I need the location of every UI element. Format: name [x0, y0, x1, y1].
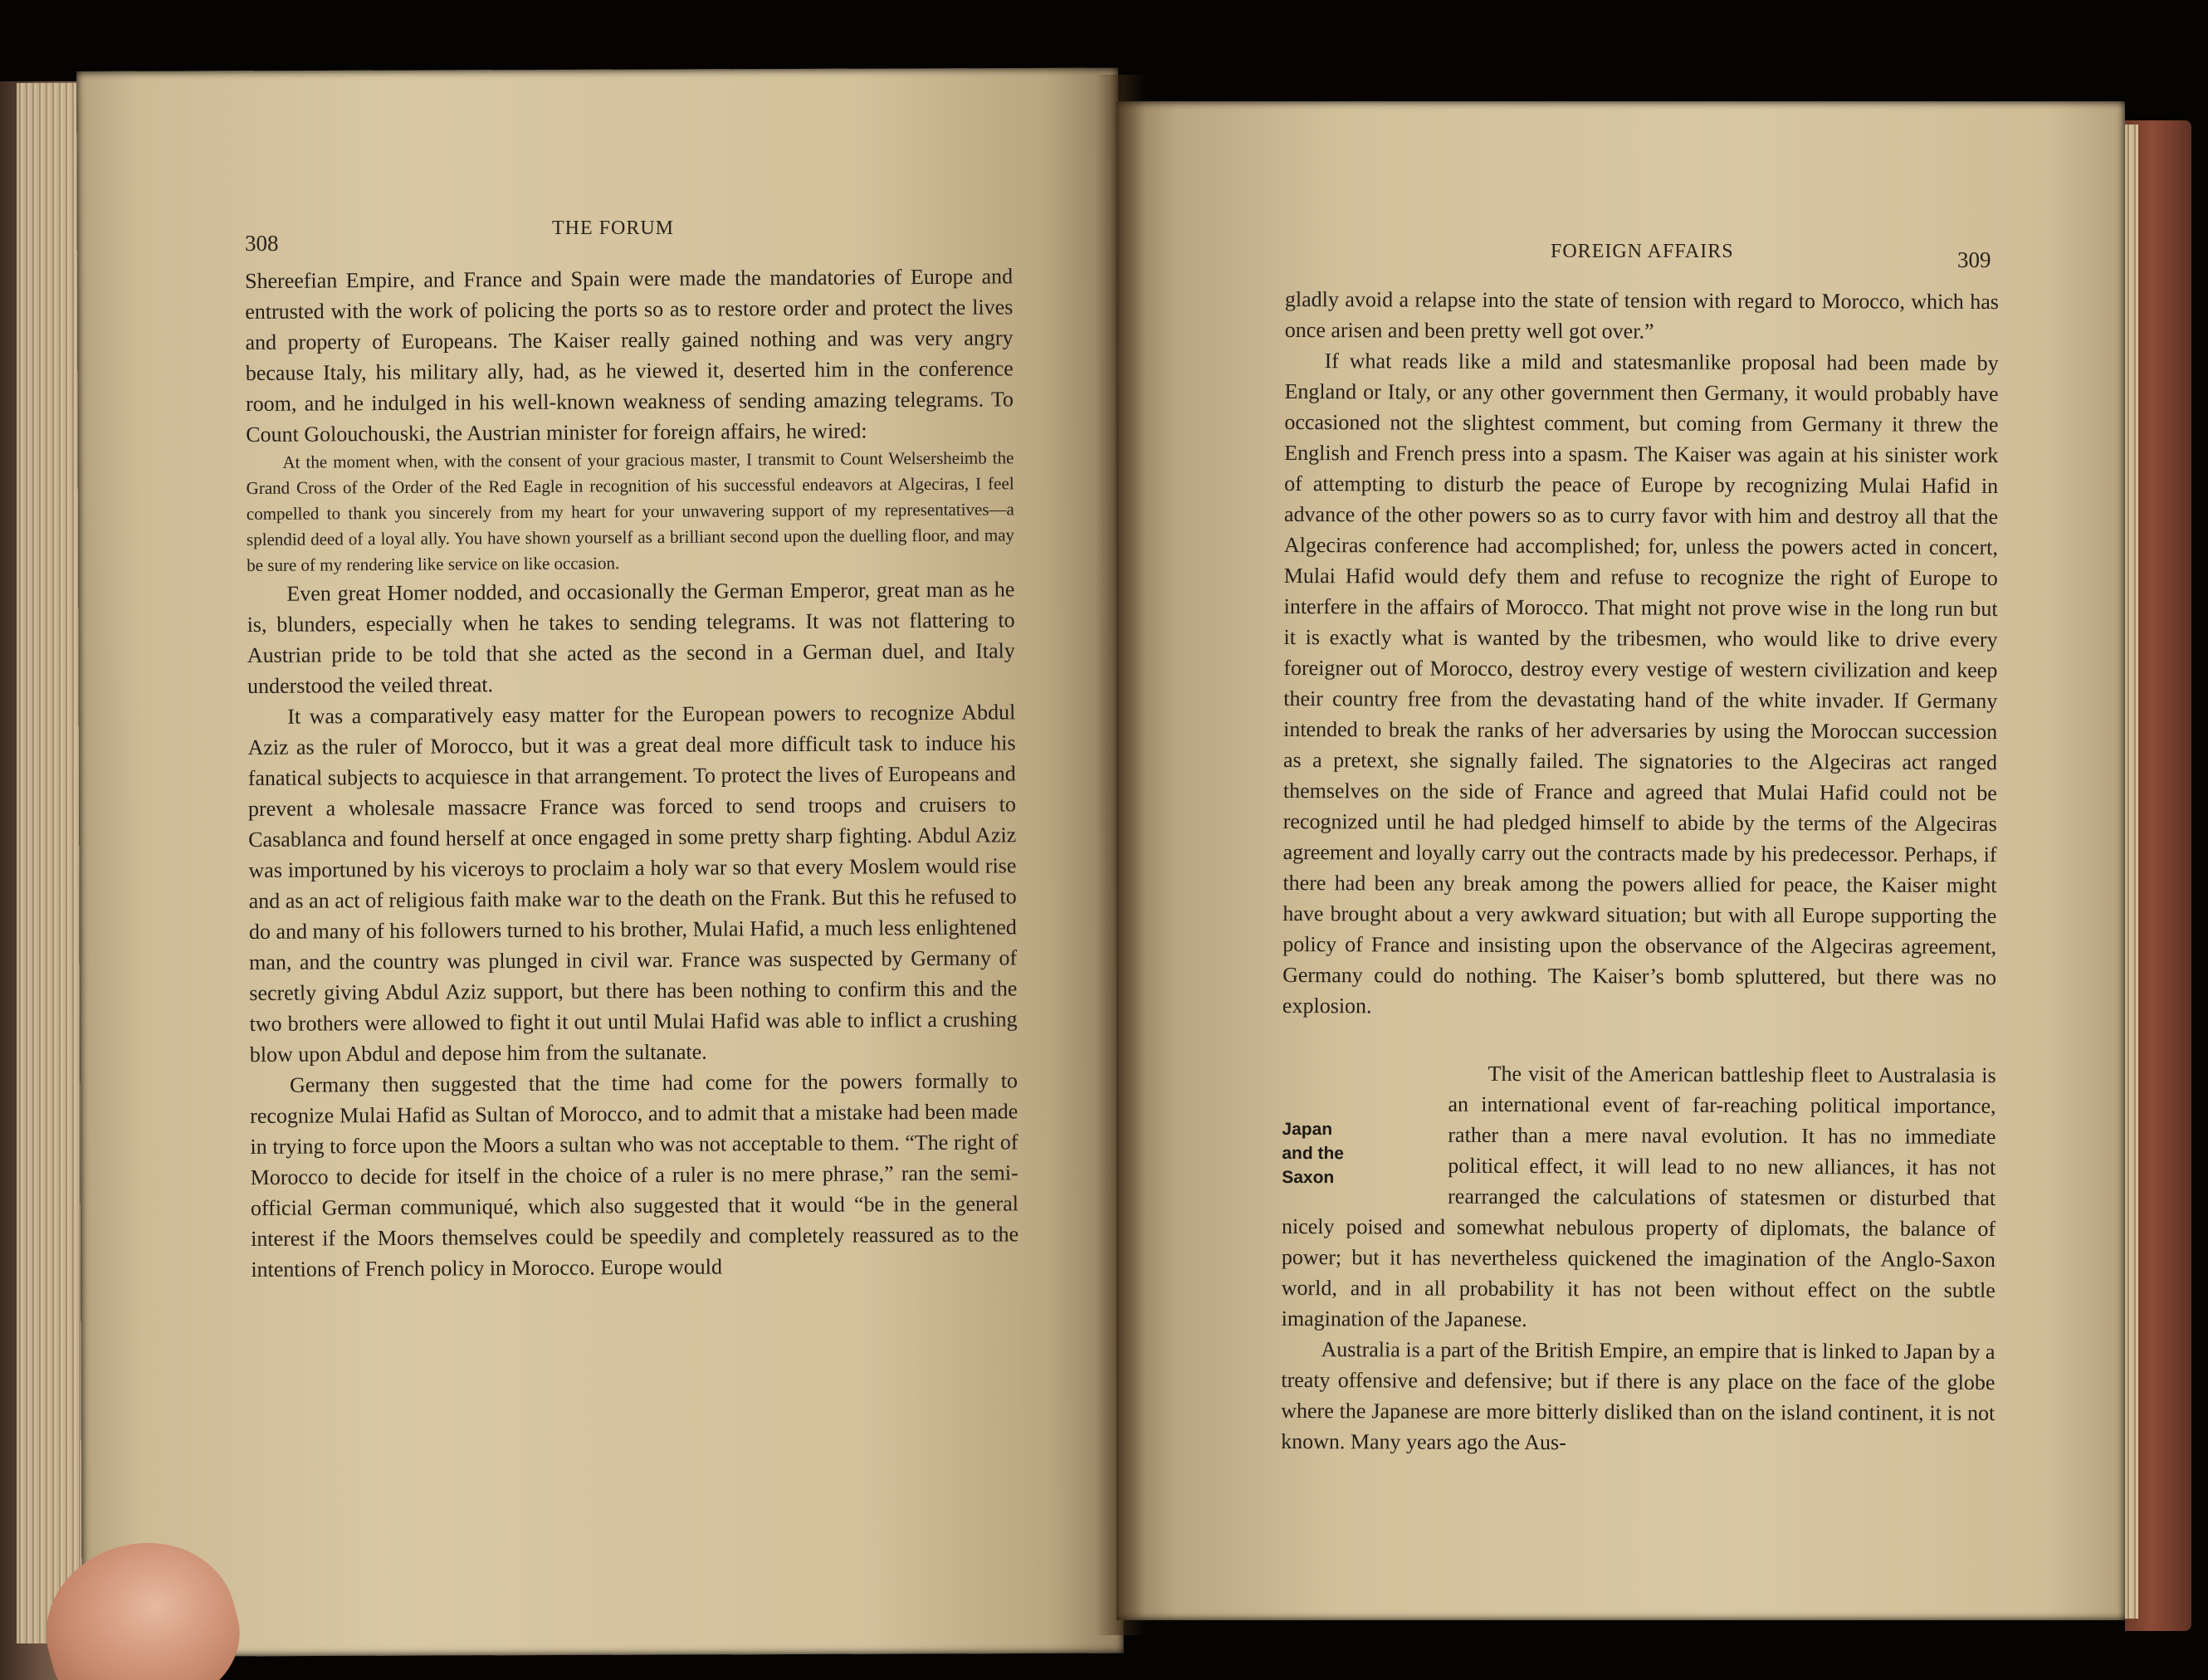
margin-note	[1282, 1117, 1448, 1190]
telegram-quote: At the moment when, with the consent of your gracious master, I transmit to Count Welsersheimb the Grand Cross of the Order of the Red Eagle in recognition of his successful endeavors at Algeciras, I feel compelled to thank you sincerely from my heart for your unwavering support of my representatives—a splendid deed of a loyal ally. You have shown yourself as a brilliant second upon the duelling floor, and may be sure of my rendering like service on like occasion.	[246, 447, 1015, 575]
section-break	[1282, 1021, 1996, 1060]
right-paragraph-2: If what reads like a mild and statesmanlike proposal had been made by England or Italy, or any other government then Germany, it would probably have occasioned not the slightest comment, but coming from Germany it threw the English and French press into a spasm. The Kaiser was again at his sinister work of attempting to disturb the peace of Europe by recognizing Mulai Hafid in advance of the other powers so as to curry favor with him and destroy all that the Algeciras conference had accomplished; for, unless the powers acted in concert, Mulai Hafid would defy them and refuse to recognize the right of Europe to interfere in the affairs of Morocco. That might not prove wise in the long run but it is exactly what is wanted by the tribesmen, who would like to drive every foreigner out of Morocco, destroy every vestige of western civilization and keep their country free from the devastating hand of the white invader. If Germany intended to break the ranks of her adversaries by using the Moroccan succession as a pretext, she signally failed. The signatories to the Algeciras act ranged themselves on the side of France and agreed that Mulai Hafid could not be recognized until he had pledged himself to abide by the terms of the Algeciras agreement and loyally carry out the contracts made by his predecessor. Perhaps, if there had been any break among the powers allied for peace, the Kaiser might have brought about a very awkward situation; but with all Europe supporting the policy of France and insisting upon the observance of the Algeciras agreement, Germany could do nothing. The Kaiser’s bomb spluttered, but there was no explosion.	[1282, 349, 1999, 1018]
right-paragraph-4: Australia is a part of the British Empire, an empire that is linked to Japan by a treaty offensive and defensive; but if there is any place on the face of the globe where the Japanese are more bitterly disliked than on the island continent, it is not known. Many years ago the Aus-	[1281, 1337, 1996, 1455]
margin-note-line-1: Japan	[1282, 1119, 1333, 1140]
margin-note-line-3: Saxon	[1282, 1167, 1335, 1188]
right-paragraph-3: The visit of the American battleship fleet to Australasia is an international event of far-reaching political importance, rather than a mere naval evolution. It has no immediate political effect, it will lead to no new alliances, it has not rearranged the calculations of statesmen or disturbed that nicely poised and somewhat nebulous property of diplomats, the balance of power; but it has nevertheless quickened the imagination of the Anglo-Saxon world, and in all probability it has not been without effect on the subtle imagination of the Japanese.	[1281, 1061, 1996, 1332]
left-paragraph-1: Shereefian Empire, and France and Spain were made the mandatories of Europe and entrusted with the work of policing the ports so as to restore order and protect the lives and property of Europeans. The Kaiser really gained nothing and was very angry because Italy, his military ally, had, as he viewed it, deserted him in the conference room, and he indulged in his well-known weakness of sending amazing telegrams. To Count Golouchouski, the Austrian minister for foreign affairs, he wired:	[245, 264, 1014, 447]
right-paragraph-1: gladly avoid a relapse into the state of tension with regard to Morocco, which has once arisen and been pretty well got over.”	[1284, 286, 1999, 344]
left-page-body	[245, 261, 1019, 1285]
left-running-head: THE FORUM	[552, 217, 675, 239]
margin-note-line-2: and the	[1282, 1143, 1345, 1164]
left-paragraph-3: It was a comparatively easy matter for the European powers to recognize Abdul Aziz as the ruler of Morocco, but it was a great deal more difficult task to induce his fanatical subjects to acquiesce in that arrangement. To protect the lives of Europeans and prevent a wholesale massacre France was forced to send troops and cruisers to Casablanca and found herself at once engaged in some pretty sharp fighting. Abdul Aziz was importuned by his viceroys to proclaim a holy war so that every Moslem would rise and as an act of religious faith make war to the death on the Frank. But this he refused to do and many of his followers turned to his brother, Mulai Hafid, a much less enlightened man, and the country was plunged in civil war. France was suspected by Germany of secretly giving Abdul Aziz support, but there has been nothing to confirm this and the two brothers were allowed to fight it out until Mulai Hafid was able to inflict a crushing blow upon Abdul and depose him from the sultanate.	[247, 700, 1018, 1067]
left-paragraph-4: Germany then suggested that the time had come for the powers formally to recognize Mulai Hafid as Sultan of Morocco, and to admit that a mistake had been made in trying to force upon the Moors a sultan who was not acceptable to them. “The right of Morocco to decide for itself in the choice of a ruler is no mere phrase,” ran the semi-official German communiqué, which also suggested that it would “be in the general interest if the Moors themselves could be speedily and completely reassured as to the intentions of French policy in Morocco. Europe would	[250, 1068, 1019, 1282]
right-page-number: 309	[1957, 247, 1991, 272]
book-gutter	[1096, 75, 1146, 1635]
left-page-number: 308	[245, 231, 279, 256]
page-stack-left	[17, 83, 83, 1643]
left-paragraph-2: Even great Homer nodded, and occasionally the German Emperor, great man as he is, blunders, especially when he takes to sending telegrams. It was not flattering to Austrian pride to be told that she acted as the second in a German duel, and Italy understood the veiled threat.	[247, 577, 1015, 698]
right-running-head: FOREIGN AFFAIRS	[1551, 241, 1734, 262]
right-page-body	[1281, 284, 1999, 1459]
